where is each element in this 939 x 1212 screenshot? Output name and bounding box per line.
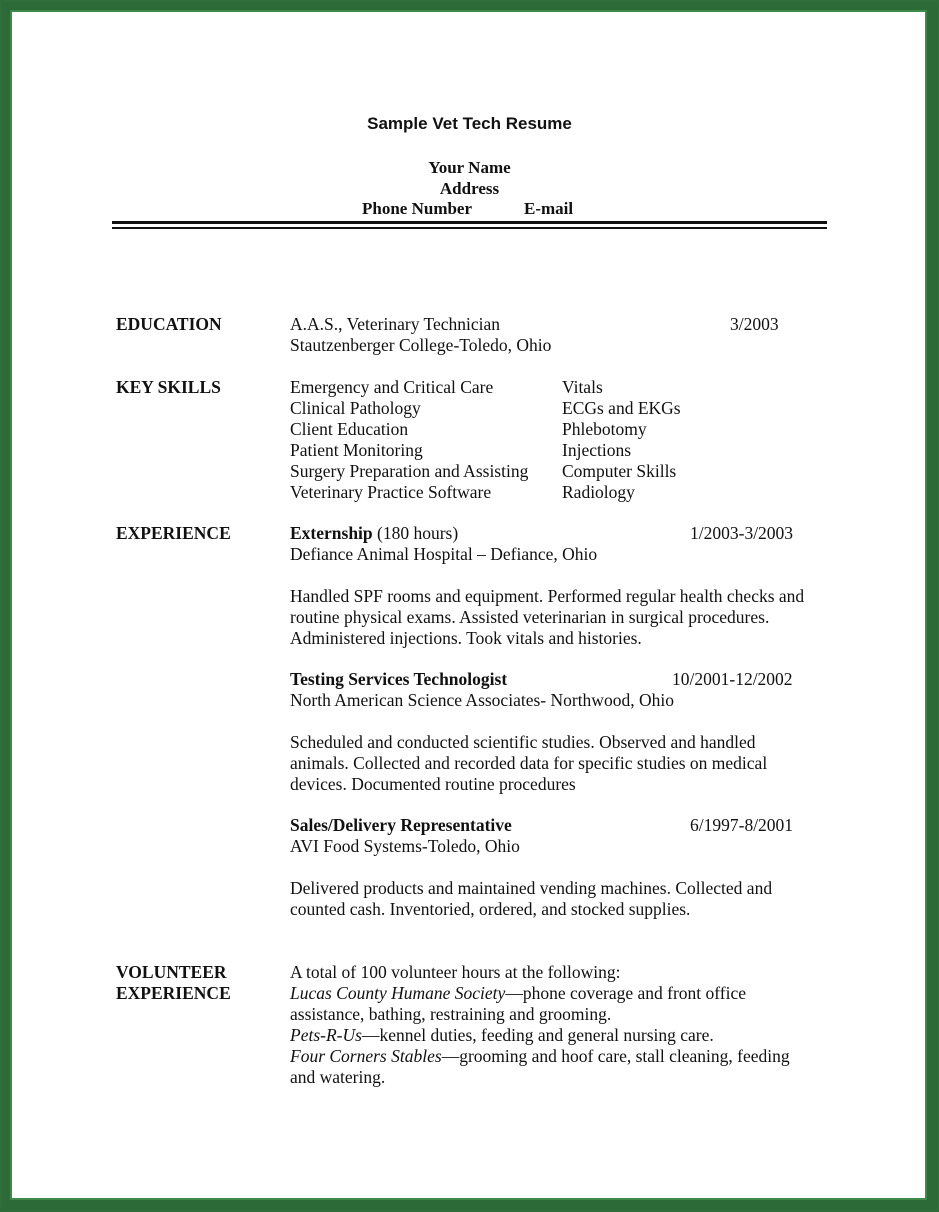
- skill-item: Computer Skills: [562, 461, 677, 481]
- volunteer-org-line: and watering.: [290, 1067, 386, 1087]
- skill-item: Surgery Preparation and Assisting: [290, 461, 529, 481]
- skill-item: Patient Monitoring: [290, 440, 423, 460]
- volunteer-org-text: —phone coverage and front office: [505, 983, 746, 1003]
- job-description-line: Scheduled and conducted scientific studies. Observed and handled: [290, 732, 756, 752]
- volunteer-org-text: —grooming and hoof care, stall cleaning, feeding: [441, 1046, 790, 1066]
- volunteer-org-name: Lucas County Humane Society: [290, 983, 506, 1003]
- job-employer: AVI Food Systems-Toledo, Ohio: [290, 836, 520, 856]
- email: E-mail: [524, 199, 574, 218]
- skill-item: ECGs and EKGs: [562, 398, 681, 418]
- volunteer-heading-line: EXPERIENCE: [116, 983, 231, 1003]
- skill-item: Vitals: [562, 377, 603, 397]
- header-rule-thick: [112, 221, 827, 224]
- skill-item: Client Education: [290, 419, 409, 439]
- job-description-line: devices. Documented routine procedures: [290, 774, 576, 794]
- skill-item: Veterinary Practice Software: [290, 482, 492, 502]
- job-description-line: Administered injections. Took vitals and histories.: [290, 628, 642, 648]
- key-skills-heading: KEY SKILLS: [116, 377, 221, 397]
- job-description: [290, 878, 835, 920]
- volunteer-org-line: [290, 1046, 835, 1067]
- volunteer-org-line: [290, 983, 835, 1004]
- volunteer-details: [290, 962, 835, 1088]
- skill-item: Injections: [562, 440, 632, 460]
- volunteer-heading-line: VOLUNTEER: [116, 962, 227, 982]
- volunteer-org-name: Four Corners Stables: [290, 1046, 442, 1066]
- education-school: Stautzenberger College-Toledo, Ohio: [290, 335, 552, 355]
- job-dates: 6/1997-8/2001: [690, 815, 794, 835]
- skills-column-right: [562, 377, 681, 503]
- job-employer: North American Science Associates- Northwood, Ohio: [290, 690, 674, 710]
- job-description-line: routine physical exams. Assisted veterinarian in surgical procedures.: [290, 607, 770, 627]
- skill-item: Emergency and Critical Care: [290, 377, 494, 397]
- skill-item: Phlebotomy: [562, 419, 647, 439]
- job-description-line: Delivered products and maintained vending machines. Collected and: [290, 878, 773, 898]
- skill-item: Radiology: [562, 482, 635, 502]
- volunteer-org-text: —kennel duties, feeding and general nursing care.: [361, 1025, 714, 1045]
- skill-item: Clinical Pathology: [290, 398, 421, 418]
- volunteer-intro: A total of 100 volunteer hours at the following:: [290, 962, 621, 982]
- education-heading: EDUCATION: [116, 314, 222, 334]
- job-dates: 10/2001-12/2002: [672, 669, 793, 689]
- volunteer-org-name: Pets-R-Us: [290, 1025, 362, 1045]
- your-name: Your Name: [428, 158, 511, 177]
- education-degree: A.A.S., Veterinary Technician: [290, 314, 501, 334]
- job-description-line: animals. Collected and recorded data for specific studies on medical: [290, 753, 768, 773]
- job-title-suffix: (180 hours): [372, 523, 459, 543]
- job-description-line: counted cash. Inventoried, ordered, and stocked supplies.: [290, 899, 691, 919]
- education-date: 3/2003: [730, 314, 779, 334]
- volunteer-org-line: [290, 1025, 835, 1046]
- job-title: [290, 523, 458, 544]
- job-dates: 1/2003-3/2003: [690, 523, 794, 543]
- document-title: Sample Vet Tech Resume: [367, 114, 572, 133]
- job-description: [290, 732, 835, 795]
- skills-column-left: [290, 377, 528, 503]
- job-description: [290, 586, 835, 649]
- job-employer: Defiance Animal Hospital – Defiance, Ohio: [290, 544, 598, 564]
- experience-heading: EXPERIENCE: [116, 523, 231, 543]
- address: [0, 178, 939, 199]
- phone-number: Phone Number: [362, 199, 473, 218]
- address-text: Address: [439, 179, 500, 198]
- header-rule-thin: [112, 227, 827, 229]
- volunteer-heading: [116, 962, 231, 1004]
- job-title: Sales/Delivery Representative: [290, 815, 512, 835]
- job-description-line: Handled SPF rooms and equipment. Performed regular health checks and: [290, 586, 805, 606]
- job-title: Testing Services Technologist: [290, 669, 508, 689]
- volunteer-org-line: assistance, bathing, restraining and grooming.: [290, 1004, 612, 1024]
- job-title-text: Externship: [290, 523, 373, 543]
